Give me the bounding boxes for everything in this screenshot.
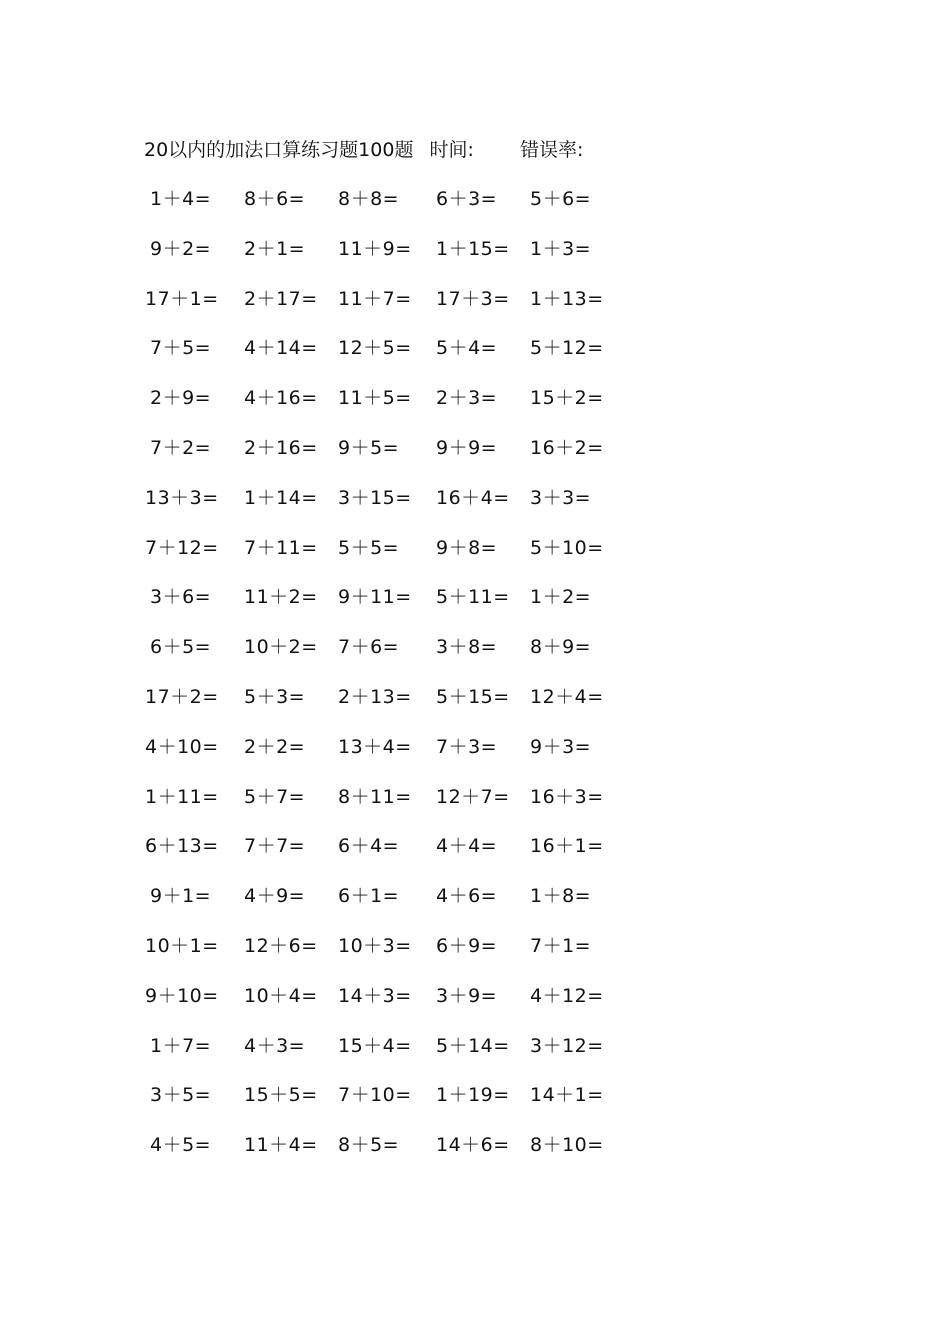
problem-row — [145, 1131, 645, 1181]
problem-item: 6＋5= — [150, 636, 212, 659]
problem-item: 7＋5= — [150, 337, 212, 360]
problem-item: 14＋3= — [338, 984, 412, 1007]
problem-item: 16＋1= — [530, 835, 604, 858]
problem-item: 6＋1= — [338, 885, 400, 908]
problem-row — [145, 982, 645, 1032]
problem-item: 5＋4= — [436, 337, 498, 360]
problem-item: 7＋2= — [150, 436, 212, 459]
error-rate-label: 错误率: — [519, 139, 584, 161]
problem-row — [145, 334, 645, 384]
problem-item: 12＋4= — [530, 685, 604, 708]
problem-item: 3＋9= — [436, 984, 498, 1007]
problem-item: 3＋12= — [530, 1034, 604, 1057]
problem-item: 4＋10= — [145, 735, 219, 758]
problem-item: 7＋12= — [145, 536, 219, 559]
problem-item: 1＋14= — [244, 486, 318, 509]
problem-item: 11＋7= — [338, 287, 412, 310]
problem-item: 15＋5= — [244, 1084, 318, 1107]
problem-item: 13＋4= — [338, 735, 412, 758]
problem-item: 8＋8= — [338, 188, 400, 210]
problem-item: 10＋1= — [145, 934, 219, 957]
problem-item: 7＋3= — [436, 735, 498, 758]
problem-row — [145, 1032, 645, 1082]
problem-row — [145, 633, 645, 683]
problem-item: 14＋1= — [530, 1084, 604, 1107]
problem-item: 9＋9= — [436, 436, 498, 459]
problem-item: 6＋3= — [436, 188, 498, 210]
problem-item: 17＋2= — [145, 685, 219, 708]
problem-item: 16＋3= — [530, 785, 604, 808]
time-label: 时间: — [429, 139, 474, 161]
problem-row — [145, 484, 645, 534]
problem-item: 2＋2= — [244, 735, 306, 758]
problem-item: 4＋16= — [244, 387, 318, 410]
worksheet-header — [144, 136, 583, 164]
problem-item: 5＋7= — [244, 785, 306, 808]
problem-item: 4＋3= — [244, 1034, 306, 1057]
problem-row — [145, 932, 645, 982]
problem-row — [145, 783, 645, 833]
problem-item: 7＋11= — [244, 536, 318, 559]
problem-item: 4＋12= — [530, 984, 604, 1007]
problem-row — [145, 583, 645, 633]
problem-item: 3＋15= — [338, 486, 412, 509]
problem-row — [145, 683, 645, 733]
problem-item: 7＋7= — [244, 835, 306, 858]
problem-item: 3＋6= — [150, 586, 212, 609]
problem-item: 2＋1= — [244, 237, 306, 260]
problem-row — [145, 185, 645, 235]
problem-item: 7＋1= — [530, 934, 592, 957]
problem-item: 9＋11= — [338, 586, 412, 609]
problem-item: 1＋13= — [530, 287, 604, 310]
problem-item: 5＋3= — [244, 685, 306, 708]
problem-item: 4＋6= — [436, 885, 498, 908]
problem-item: 17＋1= — [145, 287, 219, 310]
problem-item: 1＋4= — [150, 188, 212, 210]
problem-item: 4＋4= — [436, 835, 498, 858]
problem-item: 4＋14= — [244, 337, 318, 360]
problem-item: 12＋7= — [436, 785, 510, 808]
problem-row — [145, 434, 645, 484]
problem-item: 1＋19= — [436, 1084, 510, 1107]
problem-item: 13＋3= — [145, 486, 219, 509]
problem-item: 5＋12= — [530, 337, 604, 360]
problem-item: 7＋10= — [338, 1084, 412, 1107]
problem-item: 14＋6= — [436, 1134, 510, 1157]
problem-item: 11＋5= — [338, 387, 412, 410]
problem-item: 5＋14= — [436, 1034, 510, 1057]
problem-item: 2＋17= — [244, 287, 318, 310]
problem-item: 5＋6= — [530, 188, 592, 210]
problem-item: 6＋9= — [436, 934, 498, 957]
problem-item: 3＋3= — [530, 486, 592, 509]
problem-item: 9＋8= — [436, 536, 498, 559]
problem-item: 5＋11= — [436, 586, 510, 609]
problem-item: 2＋13= — [338, 685, 412, 708]
problem-row — [145, 733, 645, 783]
problem-item: 8＋11= — [338, 785, 412, 808]
problem-row — [145, 832, 645, 882]
problem-item: 2＋9= — [150, 387, 212, 410]
problem-item: 9＋3= — [530, 735, 592, 758]
problem-item: 1＋2= — [530, 586, 592, 609]
problem-item: 1＋7= — [150, 1034, 212, 1057]
problem-item: 15＋4= — [338, 1034, 412, 1057]
problem-item: 8＋10= — [530, 1134, 604, 1157]
problem-item: 8＋6= — [244, 188, 306, 210]
problem-item: 5＋10= — [530, 536, 604, 559]
problem-item: 9＋10= — [145, 984, 219, 1007]
problem-row — [145, 882, 645, 932]
problem-item: 3＋8= — [436, 636, 498, 659]
problem-item: 9＋1= — [150, 885, 212, 908]
problem-item: 6＋13= — [145, 835, 219, 858]
problem-item: 2＋3= — [436, 387, 498, 410]
problem-item: 5＋5= — [338, 536, 400, 559]
problem-item: 1＋3= — [530, 237, 592, 260]
problem-item: 1＋11= — [145, 785, 219, 808]
problem-row — [145, 384, 645, 434]
problem-item: 4＋9= — [244, 885, 306, 908]
problem-item: 17＋3= — [436, 287, 510, 310]
problem-row — [145, 1081, 645, 1131]
problem-row — [145, 285, 645, 335]
problem-row — [145, 534, 645, 584]
problem-item: 11＋9= — [338, 237, 412, 260]
problem-item: 15＋2= — [530, 387, 604, 410]
problem-item: 8＋5= — [338, 1134, 400, 1157]
problem-item: 16＋2= — [530, 436, 604, 459]
problem-item: 9＋2= — [150, 237, 212, 260]
problem-item: 11＋2= — [244, 586, 318, 609]
problem-item: 12＋6= — [244, 934, 318, 957]
problem-item: 8＋9= — [530, 636, 592, 659]
problem-item: 1＋15= — [436, 237, 510, 260]
problem-item: 7＋6= — [338, 636, 400, 659]
problem-row — [145, 235, 645, 285]
worksheet-title: 20以内的加法口算练习题100题 — [144, 139, 414, 161]
problem-item: 4＋5= — [150, 1134, 212, 1157]
problem-grid — [145, 185, 645, 1181]
problem-item: 9＋5= — [338, 436, 400, 459]
problem-item: 2＋16= — [244, 436, 318, 459]
problem-item: 16＋4= — [436, 486, 510, 509]
problem-item: 11＋4= — [244, 1134, 318, 1157]
problem-item: 3＋5= — [150, 1084, 212, 1107]
problem-item: 5＋15= — [436, 685, 510, 708]
problem-item: 10＋2= — [244, 636, 318, 659]
problem-item: 10＋4= — [244, 984, 318, 1007]
problem-item: 12＋5= — [338, 337, 412, 360]
problem-item: 1＋8= — [530, 885, 592, 908]
problem-item: 6＋4= — [338, 835, 400, 858]
problem-item: 10＋3= — [338, 934, 412, 957]
